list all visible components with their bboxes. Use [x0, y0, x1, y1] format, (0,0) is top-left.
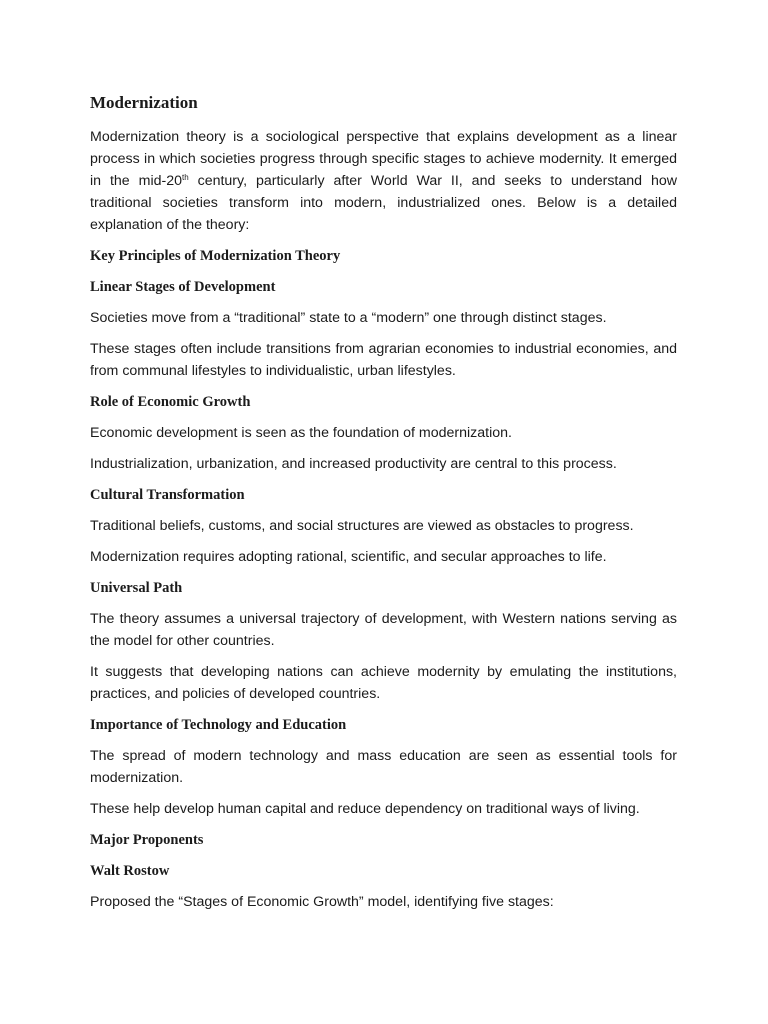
- section-heading: Major Proponents: [90, 832, 204, 848]
- section-heading: Linear Stages of Development: [90, 279, 276, 295]
- section-heading: Universal Path: [90, 580, 183, 596]
- document-body: [90, 245, 677, 913]
- intro-text-start: Modernization theory is a sociological perspective that explains development as a linear process in which societies progress through specific stages to achieve modernity. It emerged in the mid-20: [90, 129, 677, 189]
- body-paragraph: The spread of modern technology and mass education are seen as essential tools for modernization.: [90, 748, 677, 786]
- section-heading: Role of Economic Growth: [90, 394, 251, 410]
- body-paragraph: Societies move from a “traditional” state to a “modern” one through distinct stages.: [90, 310, 607, 326]
- section-heading: Walt Rostow: [90, 863, 170, 879]
- body-paragraph: Industrialization, urbanization, and increased productivity are central to this process.: [90, 456, 617, 472]
- body-paragraph: These stages often include transitions from agrarian economies to industrial economies, and from communal lifestyles to individualistic, urban lifestyles.: [90, 341, 677, 379]
- section-heading: Cultural Transformation: [90, 487, 245, 503]
- body-paragraph: Proposed the “Stages of Economic Growth” model, identifying five stages:: [90, 894, 554, 910]
- ordinal-superscript: th: [182, 173, 189, 182]
- body-paragraph: Traditional beliefs, customs, and social structures are viewed as obstacles to progress.: [90, 518, 634, 534]
- intro-paragraph: [90, 126, 677, 236]
- intro-text-end: century, particularly after World War II, and seeks to understand how traditional societies transform into modern, industrialized ones. Below is a detailed explanation of the theory:: [90, 173, 677, 233]
- section-heading: Importance of Technology and Education: [90, 717, 347, 733]
- document-title: Modernization: [90, 93, 198, 112]
- body-paragraph: These help develop human capital and reduce dependency on traditional ways of living.: [90, 801, 640, 817]
- body-paragraph: The theory assumes a universal trajectory of development, with Western nations serving as the model for other countries.: [90, 611, 677, 649]
- document-page: [90, 91, 677, 922]
- body-paragraph: Economic development is seen as the foundation of modernization.: [90, 425, 512, 441]
- body-paragraph: It suggests that developing nations can achieve modernity by emulating the institutions, practices, and policies of developed countries.: [90, 664, 677, 702]
- section-heading: Key Principles of Modernization Theory: [90, 248, 341, 264]
- body-paragraph: Modernization requires adopting rational, scientific, and secular approaches to life.: [90, 549, 607, 565]
